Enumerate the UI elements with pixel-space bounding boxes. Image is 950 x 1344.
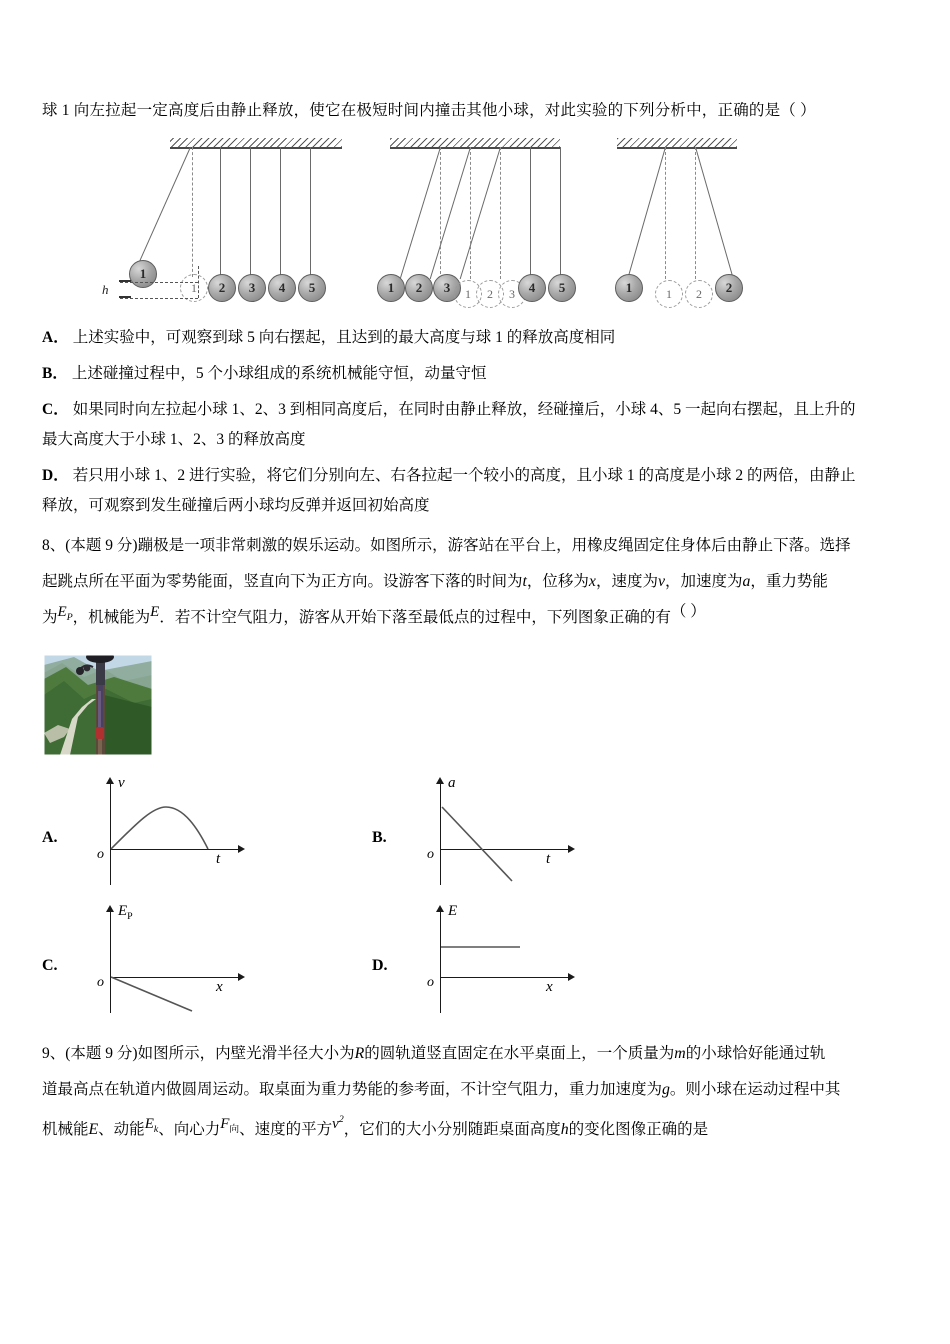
question-9-text-3e: ，它们的大小分别随距桌面高度 <box>343 1121 561 1138</box>
graph-a-origin: o <box>97 847 104 862</box>
pendulum-string-ghost-1 <box>192 147 193 277</box>
cradle-figure-2 <box>372 132 602 317</box>
var-E: E <box>88 1121 99 1138</box>
graph-c-x-label: x <box>216 979 223 995</box>
pendulum-string-ghost-right <box>695 147 696 279</box>
graph-option-b <box>372 777 622 887</box>
ceiling-support-2 <box>390 138 560 149</box>
graph-option-a <box>42 777 292 887</box>
var-ek-sub: k <box>153 1124 159 1135</box>
var-v: v <box>657 573 665 590</box>
ball-4: 4 <box>268 274 296 302</box>
question-9-text-1c: 的小球恰好能通过轨 <box>685 1045 826 1062</box>
bungee-photo-svg <box>44 655 152 755</box>
var-h: h <box>560 1121 569 1138</box>
question-8-line-1 <box>42 529 910 563</box>
question-8-text-3b: ，机械能为 <box>72 609 151 626</box>
height-tick-bottom <box>119 296 131 298</box>
var-f-centripetal <box>220 1107 239 1147</box>
graph-c-y-label-sub: P <box>127 911 133 922</box>
pendulum-string-raised-3b <box>460 147 501 279</box>
height-tick-top <box>119 280 131 282</box>
option-a-text: 上述实验中，可观察到球 5 向右摆起，且达到的最大高度与球 1 的释放高度相同 <box>72 329 616 346</box>
graph-d-axes <box>410 905 610 1015</box>
ball-4b: 4 <box>518 274 546 302</box>
graph-b-label: B. <box>372 829 387 846</box>
question-9-text-3d: 、速度的平方 <box>239 1121 333 1138</box>
option-d-label: D． <box>42 467 69 484</box>
graph-option-d <box>372 905 622 1015</box>
pendulum-string-ghost-left <box>665 147 666 279</box>
graph-b-y-label: a <box>448 775 456 791</box>
pendulum-string-2 <box>220 147 221 277</box>
ball-2: 2 <box>208 274 236 302</box>
pendulum-string-ghost-1b <box>440 147 441 279</box>
option-c-label: C． <box>42 401 69 418</box>
var-x: x <box>588 573 596 590</box>
option-b <box>42 359 910 389</box>
ball-3-raised-b: 3 <box>433 274 461 302</box>
var-ek <box>145 1107 159 1147</box>
graph-b-curve <box>410 777 610 887</box>
graph-c-origin: o <box>97 975 104 990</box>
question-8-text-2d: ，加速度为 <box>664 573 743 590</box>
ball-2-ghost-c: 2 <box>685 280 713 308</box>
question-9-line-2 <box>42 1073 910 1107</box>
question-7-stem: 球 1 向左拉起一定高度后由静止释放，使它在极短时间内撞击其他小球，对此实验的下列分析中，正确的是（ ） <box>42 102 816 119</box>
graph-b-x-label: t <box>546 851 551 867</box>
question-8-text-1: 蹦极是一项非常刺激的娱乐运动。如图所示，游客站在平台上，用橡皮绳固定住身体后由静止下落。选择 <box>137 537 851 554</box>
graph-b-axes <box>410 777 610 887</box>
var-f-sub: 向 <box>229 1124 240 1135</box>
newtons-cradle-figures <box>42 132 910 317</box>
page-content <box>42 96 910 1153</box>
graph-c-y-label-base: E <box>118 903 128 919</box>
question-8-line-3 <box>42 601 910 641</box>
ball-1-ghost-b: 1 <box>454 280 482 308</box>
answer-parenthesis-8: （ ） <box>670 603 706 620</box>
question-8-text-2a: 起跳点所在平面为零势能面，竖直向下为正方向。设游客下落的时间为 <box>42 573 523 590</box>
option-c-text-line2: 最大高度大于小球 1、2、3 的释放高度 <box>42 431 306 448</box>
graph-b-origin: o <box>427 847 434 862</box>
question-8-text-2b: ，位移为 <box>526 573 589 590</box>
question-9-text-1b: 的圆轨道竖直固定在水平桌面上，一个质量为 <box>364 1045 675 1062</box>
question-8-line-2 <box>42 565 910 599</box>
ball-1-raised-b: 1 <box>377 274 405 302</box>
var-ek-base: E <box>144 1116 154 1132</box>
var-f-base: F <box>220 1116 230 1132</box>
option-a <box>42 323 910 353</box>
graph-c-curve <box>80 905 280 1015</box>
ball-1-raised: 1 <box>129 260 157 288</box>
pendulum-string-ghost-3b <box>500 147 501 279</box>
var-ep <box>58 595 73 635</box>
var-ep-sub: P <box>66 612 73 623</box>
option-d-text-line2: 释放，可观察到发生碰撞后两小球均反弹并返回初始高度 <box>42 497 430 514</box>
graph-a-x-label: t <box>216 851 221 867</box>
height-line-lower <box>120 298 198 299</box>
var-t: t <box>522 573 527 590</box>
var-v-sup: 2 <box>338 1114 344 1125</box>
var-v-base: v <box>332 1116 339 1132</box>
option-d-text-line1: 若只用小球 1、2 进行实验，将它们分别向左、右各拉起一个较小的高度，且小球 1 的高度是小球 2 的两倍，由静止 <box>72 467 856 484</box>
pendulum-string-raised-1 <box>133 147 191 275</box>
question-9-line-3 <box>42 1109 910 1153</box>
ball-1-raised-c: 1 <box>615 274 643 302</box>
cradle-figure-1 <box>102 132 352 317</box>
graph-options-container <box>42 777 910 1027</box>
height-vline <box>198 266 199 298</box>
pendulum-string-5 <box>310 147 311 277</box>
ball-1-ghost: 1 <box>180 274 208 302</box>
question-8-text-2c: ，速度为 <box>595 573 658 590</box>
var-R: R <box>354 1045 365 1062</box>
question-8-points: (本题 9 分) <box>65 537 138 554</box>
ceiling-support-1 <box>170 138 342 149</box>
option-c-text-line1: 如果同时向左拉起小球 1、2、3 到相同高度后，在同时由静止释放，经碰撞后，小球 4、5 一起向右摆起，且上升的 <box>72 401 856 418</box>
ball-3: 3 <box>238 274 266 302</box>
ball-1-ghost-c: 1 <box>655 280 683 308</box>
graph-c-axes <box>80 905 280 1015</box>
pendulum-string-4 <box>280 147 281 277</box>
ball-5: 5 <box>298 274 326 302</box>
question-8-text-3a: 为 <box>42 609 58 626</box>
graph-a-label: A. <box>42 829 58 846</box>
pendulum-string-raised-right <box>695 147 735 282</box>
ball-2-raised-b: 2 <box>405 274 433 302</box>
question-8-text-2e: ，重力势能 <box>750 573 828 590</box>
pendulum-string-raised-left <box>626 147 666 282</box>
option-c-continued <box>42 425 910 455</box>
pendulum-string-3 <box>250 147 251 277</box>
var-v-squared <box>332 1103 344 1141</box>
ball-2-raised-c: 2 <box>715 274 743 302</box>
graph-d-x-label: x <box>546 979 553 995</box>
pendulum-string-5b <box>560 147 561 279</box>
question-9-text-3c: 、向心力 <box>158 1121 221 1138</box>
question-9-text-3b: 、动能 <box>98 1121 145 1138</box>
graph-c-label: C. <box>42 957 58 974</box>
question-8-text-3c: ．若不计空气阻力，游客从开始下落至最低点的过程中，下列图象正确的有 <box>159 609 671 626</box>
bungee-jumping-photo <box>44 655 152 755</box>
question-9-line-1 <box>42 1037 910 1071</box>
graph-d-curve <box>410 905 610 1015</box>
graph-d-origin: o <box>427 975 434 990</box>
question-9-text-3a: 机械能 <box>42 1121 89 1138</box>
option-b-label: B． <box>42 365 68 382</box>
question-9-points: (本题 9 分) <box>65 1045 138 1062</box>
height-line-upper <box>120 282 198 283</box>
var-a: a <box>742 573 751 590</box>
var-e: E <box>150 604 160 620</box>
question-9-number: 9、 <box>42 1045 66 1062</box>
ceiling-support-3 <box>617 138 737 149</box>
option-b-text: 上述碰撞过程中，5 个小球组成的系统机械能守恒，动量守恒 <box>71 365 487 382</box>
question-9-text-3f: 的变化图像正确的是 <box>568 1121 709 1138</box>
cradle-figure-3 <box>597 132 787 317</box>
graph-a-y-label: v <box>118 775 125 791</box>
ball-3-ghost-b: 3 <box>498 280 526 308</box>
ball-2-ghost-b: 2 <box>476 280 504 308</box>
question-9-text-2a: 道最高点在轨道内做圆周运动。取桌面为重力势能的参考面，不计空气阻力，重力加速度为 <box>42 1081 663 1098</box>
var-g: g <box>662 1081 670 1098</box>
pendulum-string-ghost-2b <box>470 147 471 279</box>
graph-a-axes <box>80 777 280 887</box>
ball-5b: 5 <box>548 274 576 302</box>
option-a-label: A． <box>42 329 69 346</box>
var-ep-base: E <box>57 604 67 620</box>
option-d <box>42 461 910 491</box>
graph-a-curve <box>80 777 280 887</box>
question-9-text-2b: 。则小球在运动过程中其 <box>669 1081 841 1098</box>
option-c <box>42 395 910 425</box>
graph-d-y-label: E <box>448 903 458 919</box>
graph-option-c <box>42 905 292 1015</box>
graph-d-label: D. <box>372 957 388 974</box>
var-m: m <box>674 1045 686 1062</box>
height-label-h: h <box>102 282 109 297</box>
question-9-text-1a: 如图所示，内壁光滑半径大小为 <box>137 1045 355 1062</box>
option-d-continued <box>42 491 910 521</box>
pendulum-string-4b <box>530 147 531 279</box>
question-8-number: 8、 <box>42 537 66 554</box>
